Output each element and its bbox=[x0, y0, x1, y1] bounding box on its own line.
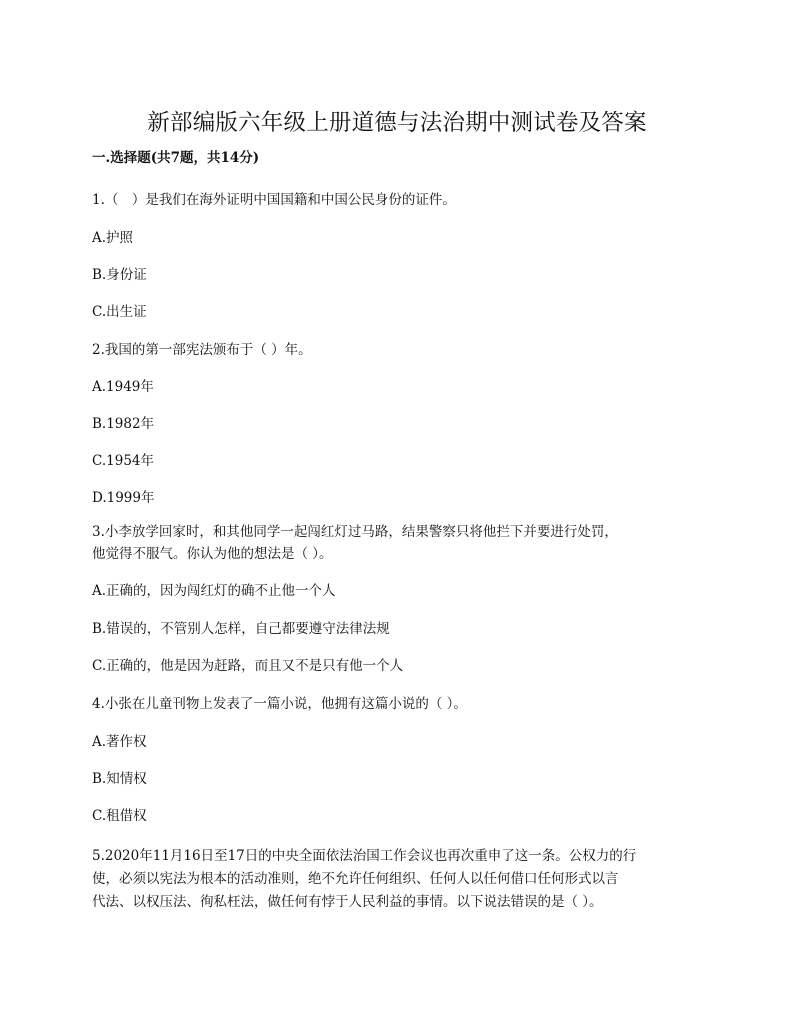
question-1-stem: 1.（ ）是我们在海外证明中国国籍和中国公民身份的证件。 bbox=[92, 192, 456, 208]
question-2-option-d: D.1999年 bbox=[92, 490, 155, 506]
section-heading: 一.选择题(共7题，共14分) bbox=[92, 150, 260, 166]
question-3-stem-line-2: 他觉得不服气。你认为他的想法是（ ）。 bbox=[92, 546, 333, 562]
question-5-stem-line-3: 代法、以权压法、徇私枉法，做任何有悖于人民利益的事情。以下说法错误的是（ ）。 bbox=[92, 894, 603, 910]
question-1-option-b: B.身份证 bbox=[92, 267, 147, 283]
page-title: 新部编版六年级上册道德与法治期中测试卷及答案 bbox=[147, 110, 647, 137]
question-5-stem-line-1: 5.2020年11月16日至17日的中央全面依法治国工作会议也再次重申了这一条。公权力的行 bbox=[92, 848, 637, 864]
question-4-stem: 4.小张在儿童刊物上发表了一篇小说，他拥有这篇小说的（ ）。 bbox=[92, 696, 467, 712]
question-5-stem-line-2: 使，必须以宪法为根本的活动准则，绝不允许任何组织、任何人以任何借口任何形式以言 bbox=[92, 871, 619, 887]
question-3-option-c: C.正确的，他是因为赶路，而且又不是只有他一个人 bbox=[92, 658, 404, 674]
question-3-option-a: A.正确的，因为闯红灯的确不止他一个人 bbox=[92, 583, 336, 599]
question-2-option-a: A.1949年 bbox=[92, 379, 154, 395]
question-2-option-c: C.1954年 bbox=[92, 453, 154, 469]
question-4-option-b: B.知情权 bbox=[92, 771, 147, 787]
question-4-option-c: C.租借权 bbox=[92, 808, 147, 824]
question-4-option-a: A.著作权 bbox=[92, 734, 147, 750]
question-3-stem-line-1: 3.小李放学回家时，和其他同学一起闯红灯过马路，结果警察只将他拦下并要进行处罚， bbox=[92, 524, 618, 540]
question-1-option-a: A.护照 bbox=[92, 230, 134, 246]
question-1-option-c: C.出生证 bbox=[92, 304, 147, 320]
question-2-stem: 2.我国的第一部宪法颁布于（ ）年。 bbox=[92, 342, 312, 358]
question-2-option-b: B.1982年 bbox=[92, 416, 155, 432]
question-3-option-b: B.错误的，不管别人怎样，自己都要遵守法律法规 bbox=[92, 621, 390, 637]
